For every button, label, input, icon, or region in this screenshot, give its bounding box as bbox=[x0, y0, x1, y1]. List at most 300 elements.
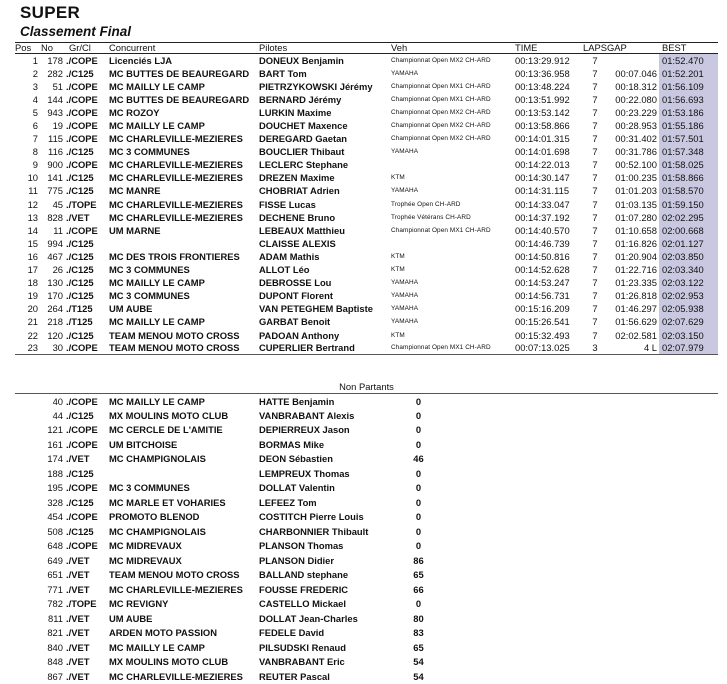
pilot-cell: CUPERLIER Bertrand bbox=[259, 342, 391, 355]
col-header-pilotes: Pilotes bbox=[259, 43, 391, 54]
result-row bbox=[15, 198, 718, 211]
non-partant-row bbox=[15, 626, 718, 641]
pilot-cell: VANBRABANT Alexis bbox=[259, 409, 355, 421]
result-row bbox=[15, 158, 718, 171]
class-cell: ./COPE bbox=[66, 438, 98, 450]
best-lap-cell: 01:58.866 bbox=[659, 171, 718, 184]
pilot-cell: DECHENE Bruno bbox=[259, 211, 336, 223]
vehicle-cell: Championnat Open MX1 CH-ARD bbox=[391, 95, 491, 103]
result-row bbox=[15, 132, 718, 145]
class-cell: ./COPE bbox=[66, 482, 98, 494]
vehicle-cell: Championnat Open MX2 CH-ARD bbox=[391, 108, 491, 116]
col-header-grcl: Gr/Cl bbox=[66, 43, 106, 54]
time-cell: 00:14:01.698 bbox=[515, 146, 570, 158]
result-row bbox=[15, 80, 718, 93]
position-cell: 22 bbox=[27, 329, 38, 341]
best-lap-cell: 01:55.186 bbox=[659, 119, 718, 132]
class-cell: ./C125 bbox=[66, 264, 94, 276]
pilot-cell: BORMAS Mike bbox=[259, 438, 325, 450]
non-partant-row bbox=[15, 640, 718, 655]
empty-cell bbox=[446, 437, 718, 452]
class-cell: ./COPE bbox=[66, 159, 98, 171]
empty-cell bbox=[446, 568, 718, 583]
position-cell: 11 bbox=[28, 185, 38, 197]
concurrent-cell: MC CERCLE DE L'AMITIE bbox=[109, 424, 223, 436]
number-cell: 130 bbox=[47, 277, 63, 289]
empty-cell bbox=[446, 524, 718, 539]
laps-cell: 83 bbox=[413, 627, 424, 639]
number-cell: 900 bbox=[47, 159, 63, 171]
vehicle-cell: Championnat Open MX2 CH-ARD bbox=[391, 135, 491, 143]
non-partant-row bbox=[15, 553, 718, 568]
result-row bbox=[15, 224, 718, 237]
pilot-cell: DUPONT Florent bbox=[259, 290, 333, 302]
number-cell: 30 bbox=[41, 342, 66, 355]
laps-cell: 54 bbox=[413, 656, 424, 668]
time-cell: 00:15:16.209 bbox=[515, 303, 570, 315]
number-cell: 454 bbox=[47, 511, 63, 523]
laps-cell: 7 bbox=[592, 224, 598, 236]
class-cell: ./VET bbox=[66, 612, 90, 624]
gap-cell: 01:56.629 bbox=[615, 316, 657, 328]
position-cell: 5 bbox=[32, 106, 38, 118]
gap-cell: 01:23.335 bbox=[615, 277, 657, 289]
vehicle-cell: Championnat Open MX2 CH-ARD bbox=[391, 56, 491, 64]
vehicle-cell bbox=[391, 158, 515, 171]
pilot-cell: FOUSSE FREDERIC bbox=[259, 583, 349, 595]
best-lap-cell: 02:01.127 bbox=[659, 237, 718, 250]
best-lap-cell: 02:02.953 bbox=[659, 289, 718, 302]
time-cell: 00:15:26.541 bbox=[515, 316, 570, 328]
empty-position-cell bbox=[15, 466, 41, 481]
best-lap-cell: 01:52.201 bbox=[659, 67, 718, 80]
pilot-cell: DONEUX Benjamin bbox=[259, 54, 344, 66]
concurrent-cell: MC MAILLY LE CAMP bbox=[109, 120, 205, 132]
concurrent-cell: UM MARNE bbox=[109, 224, 161, 236]
time-cell: 00:14:40.570 bbox=[515, 224, 570, 236]
best-lap-cell: 01:53.186 bbox=[659, 106, 718, 119]
empty-position-cell bbox=[15, 626, 41, 641]
pilot-cell: DOLLAT Valentin bbox=[259, 482, 335, 494]
concurrent-cell: MC DES TROIS FRONTIERES bbox=[109, 250, 240, 262]
non-partant-row bbox=[15, 611, 718, 626]
pilot-cell: DEON Sébastien bbox=[259, 453, 333, 465]
vehicle-cell bbox=[391, 237, 515, 250]
laps-cell: 0 bbox=[415, 511, 422, 523]
empty-position-cell bbox=[15, 539, 41, 554]
class-cell: ./COPE bbox=[66, 342, 106, 355]
pilot-cell: FEDELE David bbox=[259, 627, 325, 639]
non-partant-row bbox=[15, 394, 718, 409]
time-cell: 00:14:46.739 bbox=[515, 237, 570, 249]
time-cell: 00:14:37.192 bbox=[515, 211, 570, 223]
number-cell: 51 bbox=[52, 80, 63, 92]
pilot-cell: LURKIN Maxime bbox=[259, 106, 332, 118]
class-cell: ./C125 bbox=[66, 172, 94, 184]
concurrent-cell: MC MAILLY LE CAMP bbox=[109, 277, 205, 289]
result-row bbox=[15, 145, 718, 158]
number-cell: 508 bbox=[47, 525, 63, 537]
laps-cell: 0 bbox=[415, 598, 422, 610]
time-cell: 00:15:32.493 bbox=[515, 329, 570, 341]
results-body bbox=[15, 54, 718, 355]
col-header-veh: Veh bbox=[391, 43, 515, 54]
laps-cell: 80 bbox=[413, 612, 424, 624]
vehicle-cell: YAMAHA bbox=[391, 279, 419, 287]
pilot-cell: VAN PETEGHEM Baptiste bbox=[259, 303, 373, 315]
non-partants-heading: Non Partants bbox=[15, 379, 718, 394]
empty-position-cell bbox=[15, 394, 41, 409]
position-cell: 8 bbox=[32, 146, 38, 158]
gap-cell: 00:23.229 bbox=[615, 106, 657, 118]
non-partant-row bbox=[15, 452, 718, 467]
number-cell: 116 bbox=[48, 146, 63, 158]
pilot-cell: ALLOT Léo bbox=[259, 264, 310, 276]
pilot-cell: PLANSON Thomas bbox=[259, 540, 344, 552]
time-cell: 00:14:56.731 bbox=[515, 290, 570, 302]
gap-cell: 01:20.904 bbox=[615, 250, 657, 262]
time-cell: 00:13:29.912 bbox=[515, 54, 570, 66]
concurrent-cell: UM AUBE bbox=[109, 612, 153, 624]
vehicle-cell: Championnat Open MX2 CH-ARD bbox=[391, 122, 491, 130]
pilot-cell: CLAISSE ALEXIS bbox=[259, 237, 336, 249]
position-cell: 4 bbox=[32, 93, 38, 105]
concurrent-cell: MC REVIGNY bbox=[109, 598, 169, 610]
number-cell: 144 bbox=[47, 93, 63, 105]
position-cell: 21 bbox=[27, 316, 38, 328]
position-cell: 19 bbox=[27, 290, 38, 302]
empty-cell bbox=[446, 423, 718, 438]
class-cell: ./COPE bbox=[66, 93, 98, 105]
best-lap-cell: 01:56.109 bbox=[659, 80, 718, 93]
best-lap-cell: 01:57.348 bbox=[659, 145, 718, 158]
class-cell: ./VET bbox=[66, 583, 90, 595]
position-cell: 10 bbox=[27, 172, 38, 184]
position-cell: 6 bbox=[32, 120, 38, 132]
class-cell: ./COPE bbox=[66, 424, 98, 436]
pilot-cell: REUTER Pascal bbox=[259, 670, 330, 682]
number-cell: 11 bbox=[53, 224, 63, 236]
empty-cell bbox=[446, 495, 718, 510]
laps-cell: 7 bbox=[592, 80, 598, 92]
number-cell: 26 bbox=[52, 264, 63, 276]
number-cell: 649 bbox=[47, 554, 63, 566]
results-header-row bbox=[15, 43, 718, 54]
vehicle-cell: Championnat Open MX1 CH-ARD bbox=[391, 342, 515, 355]
best-lap-cell: 02:02.295 bbox=[659, 211, 718, 224]
non-partant-row bbox=[15, 481, 718, 496]
laps-cell: 7 bbox=[592, 211, 598, 223]
non-partant-row bbox=[15, 539, 718, 554]
class-cell: ./C125 bbox=[66, 67, 94, 79]
time-cell: 00:14:01.315 bbox=[515, 133, 570, 145]
laps-cell: 0 bbox=[415, 424, 422, 436]
concurrent-cell: MC MIDREVAUX bbox=[109, 540, 182, 552]
gap-cell: 00:31.786 bbox=[615, 146, 657, 158]
time-cell: 00:14:53.247 bbox=[515, 277, 570, 289]
best-lap-cell: 02:07.979 bbox=[659, 342, 718, 355]
concurrent-cell: MC MAILLY LE CAMP bbox=[109, 641, 205, 653]
vehicle-cell: KTM bbox=[391, 331, 405, 339]
empty-cell bbox=[446, 408, 718, 423]
non-partant-row bbox=[15, 669, 718, 684]
class-cell: ./C125 bbox=[66, 146, 94, 158]
pilot-cell: CHARBONNIER Thibault bbox=[259, 525, 369, 537]
empty-cell bbox=[446, 510, 718, 525]
concurrent-cell: MC MIDREVAUX bbox=[109, 554, 182, 566]
gap-cell: 01:03.135 bbox=[615, 198, 657, 210]
gap-cell: 00:31.402 bbox=[615, 133, 657, 145]
empty-position-cell bbox=[15, 524, 41, 539]
col-header-laps: LAPS bbox=[583, 42, 607, 53]
class-cell: ./VET bbox=[66, 641, 90, 653]
concurrent-cell: MC MARLE ET VOHARIES bbox=[109, 496, 226, 508]
empty-position-cell bbox=[15, 611, 41, 626]
laps-cell: 0 bbox=[415, 525, 422, 537]
laps-cell: 3 bbox=[583, 342, 607, 355]
position-cell: 7 bbox=[32, 133, 38, 145]
gap-cell: 01:22.716 bbox=[615, 264, 657, 276]
laps-cell: 7 bbox=[592, 185, 598, 197]
empty-cell bbox=[446, 394, 718, 409]
empty-cell bbox=[446, 611, 718, 626]
concurrent-cell: MC CHARLEVILLE-MEZIERES bbox=[109, 211, 243, 223]
gap-cell: 00:52.100 bbox=[615, 159, 657, 171]
class-cell: ./COPE bbox=[66, 133, 98, 145]
concurrent-cell bbox=[106, 466, 259, 481]
empty-position-cell bbox=[15, 597, 41, 612]
laps-cell: 7 bbox=[592, 106, 598, 118]
vehicle-cell: KTM bbox=[391, 252, 405, 260]
empty-position-cell bbox=[15, 510, 41, 525]
empty-cell bbox=[446, 553, 718, 568]
best-lap-cell: 01:58.570 bbox=[659, 184, 718, 197]
vehicle-cell: Trophée Open CH-ARD bbox=[391, 200, 461, 208]
pilot-cell: BERNARD Jérémy bbox=[259, 93, 342, 105]
concurrent-cell: MC CHAMPIGNOLAIS bbox=[109, 525, 206, 537]
number-cell: 115 bbox=[48, 133, 63, 145]
pilot-cell: DREZEN Maxime bbox=[259, 172, 335, 184]
result-row bbox=[15, 119, 718, 132]
result-row bbox=[15, 250, 718, 263]
non-partant-row bbox=[15, 423, 718, 438]
laps-cell: 0 bbox=[415, 482, 422, 494]
vehicle-cell: Championnat Open MX1 CH-ARD bbox=[391, 226, 491, 234]
number-cell: 775 bbox=[47, 185, 63, 197]
result-row bbox=[15, 184, 718, 197]
number-cell: 121 bbox=[47, 424, 63, 436]
non-partant-row bbox=[15, 408, 718, 423]
concurrent-cell: MC ROZOY bbox=[109, 106, 160, 118]
best-lap-cell: 02:07.629 bbox=[659, 315, 718, 328]
vehicle-cell: KTM bbox=[391, 174, 405, 182]
time-cell: 00:13:48.224 bbox=[515, 80, 570, 92]
laps-cell: 66 bbox=[413, 583, 424, 595]
class-cell: ./VET bbox=[66, 569, 90, 581]
laps-cell: 7 bbox=[592, 54, 598, 66]
concurrent-cell: MC CHAMPIGNOLAIS bbox=[109, 453, 206, 465]
pilot-cell: ADAM Mathis bbox=[259, 250, 320, 262]
number-cell: 44 bbox=[52, 409, 63, 421]
empty-position-cell bbox=[15, 582, 41, 597]
empty-position-cell bbox=[15, 568, 41, 583]
empty-position-cell bbox=[15, 655, 41, 670]
concurrent-cell: MC 3 COMMUNES bbox=[109, 482, 190, 494]
empty-position-cell bbox=[15, 495, 41, 510]
page-title: SUPER bbox=[20, 3, 81, 22]
laps-cell: 7 bbox=[592, 237, 598, 249]
result-row bbox=[15, 263, 718, 276]
concurrent-cell: UM AUBE bbox=[109, 303, 153, 315]
laps-cell: 7 bbox=[592, 133, 598, 145]
col-header-pos: Pos bbox=[15, 43, 41, 54]
number-cell: 161 bbox=[47, 438, 63, 450]
non-partant-row bbox=[15, 495, 718, 510]
class-cell: ./C125 bbox=[66, 467, 94, 479]
pilot-cell: GARBAT Benoit bbox=[259, 316, 331, 328]
best-lap-cell: 02:03.150 bbox=[659, 328, 718, 341]
best-lap-cell: 02:03.122 bbox=[659, 276, 718, 289]
laps-cell: 7 bbox=[592, 290, 598, 302]
laps-cell: 7 bbox=[592, 329, 598, 341]
best-lap-cell: 01:59.150 bbox=[659, 198, 718, 211]
non-partant-row bbox=[15, 524, 718, 539]
class-cell: ./VET bbox=[66, 627, 90, 639]
time-cell: 00:14:30.147 bbox=[515, 172, 570, 184]
empty-position-cell bbox=[15, 437, 41, 452]
concurrent-cell: MC CHARLEVILLE-MEZIERES bbox=[109, 159, 243, 171]
concurrent-cell: MC CHARLEVILLE-MEZIERES bbox=[109, 172, 243, 184]
laps-cell: 7 bbox=[592, 172, 598, 184]
class-cell: ./C125 bbox=[66, 525, 94, 537]
laps-cell: 0 bbox=[415, 540, 422, 552]
col-header-best: BEST bbox=[659, 43, 718, 54]
position-cell: 1 bbox=[32, 54, 38, 66]
laps-cell: 46 bbox=[413, 453, 424, 465]
number-cell: 264 bbox=[47, 303, 63, 315]
concurrent-cell: TEAM MENOU MOTO CROSS bbox=[109, 329, 240, 341]
best-lap-cell: 02:03.340 bbox=[659, 263, 718, 276]
laps-cell: 7 bbox=[592, 303, 598, 315]
position-cell: 18 bbox=[27, 277, 38, 289]
result-row bbox=[15, 342, 718, 355]
laps-cell: 7 bbox=[592, 159, 598, 171]
class-cell: ./COPE bbox=[66, 106, 98, 118]
empty-cell bbox=[446, 481, 718, 496]
gap-cell: 00:22.080 bbox=[615, 93, 657, 105]
pilot-cell: PADOAN Anthony bbox=[259, 329, 340, 341]
non-partants-body bbox=[15, 394, 718, 684]
number-cell: 45 bbox=[52, 198, 63, 210]
pilot-cell: VANBRABANT Eric bbox=[259, 656, 345, 668]
concurrent-cell: MX MOULINS MOTO CLUB bbox=[109, 656, 229, 668]
concurrent-cell: MC 3 COMMUNES bbox=[109, 146, 190, 158]
position-cell: 2 bbox=[32, 67, 38, 79]
non-partant-row bbox=[15, 568, 718, 583]
number-cell: 848 bbox=[47, 656, 63, 668]
non-partant-row bbox=[15, 510, 718, 525]
empty-position-cell bbox=[15, 553, 41, 568]
result-row bbox=[15, 315, 718, 328]
number-cell: 328 bbox=[47, 496, 63, 508]
result-row bbox=[15, 67, 718, 80]
laps-cell: 7 bbox=[592, 93, 598, 105]
time-cell: 00:13:36.958 bbox=[515, 67, 570, 79]
time-cell: 00:14:52.628 bbox=[515, 264, 570, 276]
gap-cell: 01:01.203 bbox=[615, 185, 657, 197]
number-cell: 651 bbox=[47, 569, 63, 581]
position-cell: 13 bbox=[27, 211, 38, 223]
laps-cell: 54 bbox=[413, 670, 424, 682]
concurrent-cell: MC MAILLY LE CAMP bbox=[109, 395, 205, 407]
class-cell: ./COPE bbox=[66, 540, 98, 552]
vehicle-cell: YAMAHA bbox=[391, 292, 419, 300]
concurrent-cell: MC CHARLEVILLE-MEZIERES bbox=[109, 670, 243, 682]
pilot-cell: CHOBRIAT Adrien bbox=[259, 185, 340, 197]
time-cell: 00:14:33.047 bbox=[515, 198, 570, 210]
results-table bbox=[15, 42, 718, 355]
number-cell: 188 bbox=[47, 467, 63, 479]
number-cell: 648 bbox=[47, 540, 63, 552]
result-row bbox=[15, 289, 718, 302]
concurrent-cell: MC CHARLEVILLE-MEZIERES bbox=[109, 133, 243, 145]
time-cell: 00:13:53.142 bbox=[515, 106, 570, 118]
class-cell: ./C125 bbox=[66, 329, 94, 341]
position-cell: 20 bbox=[27, 303, 38, 315]
pilot-cell: DOUCHET Maxence bbox=[259, 120, 348, 132]
non-partants-table bbox=[15, 379, 718, 684]
empty-position-cell bbox=[15, 452, 41, 467]
concurrent-cell: UM BITCHOISE bbox=[109, 438, 178, 450]
vehicle-cell: KTM bbox=[391, 266, 405, 274]
class-cell: ./VET bbox=[66, 453, 90, 465]
result-row bbox=[15, 106, 718, 119]
vehicle-cell: Championnat Open MX1 CH-ARD bbox=[391, 82, 491, 90]
empty-position-cell bbox=[15, 669, 41, 684]
number-cell: 40 bbox=[52, 395, 63, 407]
vehicle-cell: Trophée Vétérans CH-ARD bbox=[391, 213, 471, 221]
empty-position-cell bbox=[15, 423, 41, 438]
time-cell: 00:13:51.992 bbox=[515, 93, 570, 105]
laps-cell: 7 bbox=[592, 264, 598, 276]
class-cell: ./COPE bbox=[66, 395, 98, 407]
laps-cell: 86 bbox=[413, 554, 424, 566]
vehicle-cell: YAMAHA bbox=[391, 187, 419, 195]
concurrent-cell: PROMOTO BLENOD bbox=[109, 511, 200, 523]
best-lap-cell: 01:57.501 bbox=[659, 132, 718, 145]
number-cell: 195 bbox=[47, 482, 63, 494]
pilot-cell: HATTE Benjamin bbox=[259, 395, 335, 407]
number-cell: 141 bbox=[47, 172, 63, 184]
number-cell: 840 bbox=[47, 641, 63, 653]
pilot-cell: PLANSON Didier bbox=[259, 554, 335, 566]
laps-cell: 0 bbox=[415, 467, 422, 479]
number-cell: 782 bbox=[47, 598, 63, 610]
concurrent-cell: Licenciés LJA bbox=[109, 54, 173, 66]
concurrent-cell: TEAM MENOU MOTO CROSS bbox=[106, 342, 259, 355]
class-cell: ./T125 bbox=[66, 316, 93, 328]
class-cell: ./COPE bbox=[66, 80, 98, 92]
result-row bbox=[15, 171, 718, 184]
class-cell: ./C125 bbox=[66, 185, 94, 197]
pilot-cell: PIETRZYKOWSKI Jérémy bbox=[259, 80, 373, 92]
number-cell: 120 bbox=[47, 329, 63, 341]
class-cell: ./VET bbox=[66, 670, 90, 682]
gap-cell: 01:16.826 bbox=[615, 237, 657, 249]
gap-cell: 4 L bbox=[607, 342, 659, 355]
number-cell: 867 bbox=[47, 670, 63, 682]
gap-cell: 00:18.312 bbox=[615, 80, 657, 92]
